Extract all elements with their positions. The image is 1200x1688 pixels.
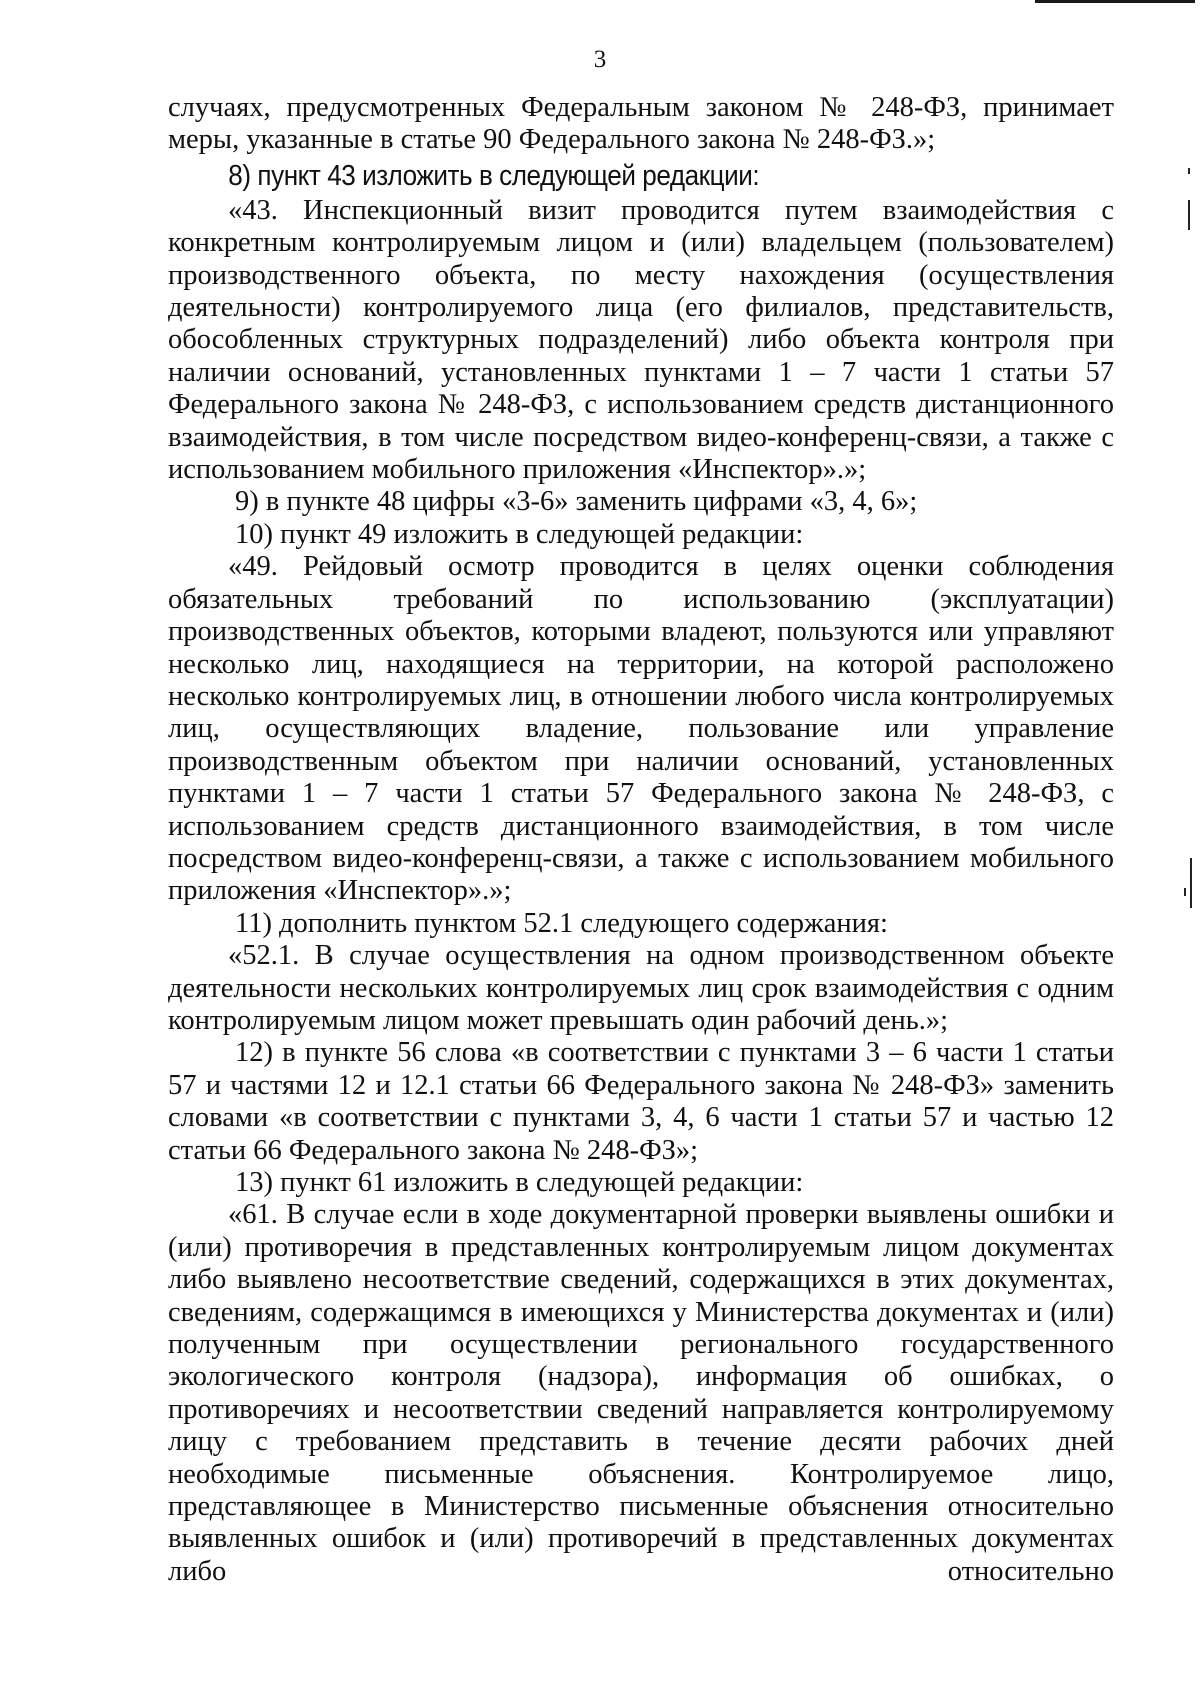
paragraph-clause-52-1: «52.1. В случае осуществления на одном производственном объекте деятельности нескольких контролируемых лиц срок взаимодействия с одним контролируемым лицом может превышать один рабочий день.»; (168, 940, 1114, 1036)
paragraph-item-13: 13) пункт 61 изложить в следующей редакции: (235, 1167, 804, 1198)
scan-margin-mark (1190, 858, 1192, 908)
document-body (168, 92, 1114, 1588)
paragraph-clause-61: «61. В случае если в ходе документарной проверки выявлены ошибки и (или) противоречия в представленных контролируемым лицом документах либо выявлено несоответствие сведений, содержащихся в этих документах, сведениям, содержащимся в имеющихся у Министерства документах и (или) полученным при осуществлении регионального государственного экологического контроля (надзора), информация об ошибках, о противоречиях и несоответствии сведений направляется контролируемому лицу с требованием представить в течение десяти рабочих дней необходимые письменные объяснения. Контролируемое лицо, представляющее в Министерство письменные объяснения относительно выявленных ошибок и (или) противоречий в представленных документах либо относительно (168, 1199, 1114, 1587)
paragraph-item-12: 12) в пункте 56 слова «в соответствии с пунктами 3 – 6 части 1 статьи 57 и частями 12 и 12.1 статьи 66 Федерального закона № 248-ФЗ» заменить словами «в соответствии с пунктами 3, 4, 6 части 1 статьи 57 и частью 12 статьи 66 Федерального закона № 248-ФЗ»; (168, 1037, 1114, 1166)
paragraph-item-9: 9) в пункте 48 цифры «3-6» заменить цифрами «3, 4, 6»; (235, 486, 918, 518)
scan-margin-mark (1188, 200, 1190, 230)
paragraph-clause-43: «43. Инспекционный визит проводится путем взаимодействия с конкретным контролируемым лицом и (или) владельцем (пользователем) производственного объекта, по месту нахождения (осуществления деятельности) контролируемого лица (его филиалов, представительств, обособленных структурных подразделений) либо объекта контроля при наличии оснований, установленных пунктами 1 – 7 части 1 статьи 57 Федерального закона № 248-ФЗ, с использованием средств дистанционного взаимодействия, в том числе посредством видео-конференц-связи, а также с использованием мобильного приложения «Инспектор».»; (168, 194, 1114, 486)
paragraph-clause-49: «49. Рейдовый осмотр проводится в целях оценки соблюдения обязательных требований по использованию (эксплуатации) производственных объектов, которыми владеют, пользуются или управляют несколько лиц, находящиеся на территории, на которой расположено несколько контролируемых лиц, в отношении любого числа контролируемых лиц, осуществляющих владение, пользование или управление производственным объектом при наличии оснований, установленных пунктами 1 – 7 части 1 статьи 57 Федерального закона № 248-ФЗ, с использованием средств дистанционного взаимодействия, в том числе посредством видео-конференц-связи, а также с использованием мобильного приложения «Инспектор».»; (168, 551, 1114, 907)
page-number: 3 (593, 46, 607, 73)
paragraph-item-11: 11) дополнить пунктом 52.1 следующего содержания: (235, 907, 888, 939)
paragraph-item-10: 10) пункт 49 изложить в следующей редакции: (235, 518, 804, 550)
scan-margin-mark (1188, 168, 1190, 174)
paragraph-item-8: 8) пункт 43 изложить в следующей редакции: (228, 159, 760, 192)
scan-edge-rule (1035, 0, 1195, 3)
paragraph-continuation: случаях, предусмотренных Федеральным законом № 248-ФЗ, принимает меры, указанные в статье 90 Федерального закона № 248-ФЗ.»; (168, 92, 1114, 156)
scan-margin-mark (1184, 888, 1186, 896)
